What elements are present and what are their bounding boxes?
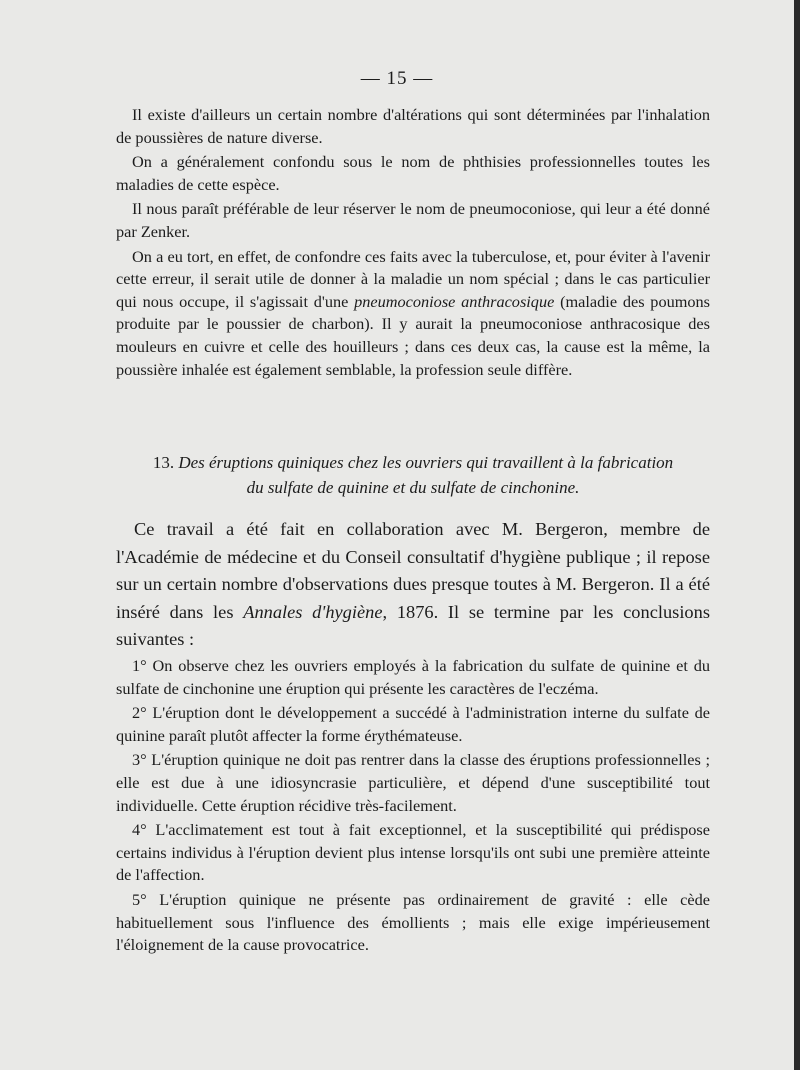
paragraph-phthisies: On a généralement confondu sous le nom de phthisies professionnelles toutes les maladies de cette espèce.	[116, 152, 710, 194]
paragraph-collaboration: Ce travail a été fait en collaboration avec M. Bergeron, membre de l'Académie de médecine et du Conseil consultatif d'hygiène publique ; il repose sur un certain nombre d'observations dues presque toutes à M. Bergeron. Il a été inséré dans les Annales d'hygiène, 1876. Il se termine par les conclusions suivantes :	[116, 519, 710, 649]
journal-title: Annales d'hygiène	[243, 601, 383, 622]
conclusions-list	[116, 655, 710, 959]
conclusion-item: 3° L'éruption quinique ne doit pas rentrer dans la classe des éruptions professionnelles ; elle est due à une idiosyncrasie particulière, et dépend d'une susceptibilité tout individuelle. Cette éruption récidive très-facilement.	[116, 750, 710, 815]
conclusion-item: 4° L'acclimatement est tout à fait exceptionnel, et la susceptibilité qui prédispose certains individus à l'éruption devient plus intense lorsqu'ils ont subi une première atteinte de l'affection.	[116, 820, 710, 885]
section-title-line1: Des éruptions quiniques chez les ouvriers qui travaillent à la fabrication	[178, 453, 674, 472]
intro-block	[116, 104, 710, 383]
paragraph-pneumoconiose: Il nous paraît préférable de leur réserver le nom de pneumoconiose, qui leur a été donné par Zenker.	[116, 199, 710, 241]
term-pneumoconiose-anthracosique: pneumoconiose anthracosique	[354, 291, 555, 311]
main-block	[116, 516, 710, 654]
paragraph-tuberculose: On a eu tort, en effet, de confondre ces faits avec la tuberculose, et, pour éviter à l'avenir cette erreur, il serait utile de donner à la maladie un nom spécial ; dans le cas particulier qui nous occupe, il s'agissait d'une pneumoconiose anthracosique (maladie des poumons produite par le poussier de charbon). Il y aurait la pneumoconiose anthracosique des mouleurs en cuivre et celle des houilleurs ; dans ces deux cas, la cause est la même, la poussière inhalée est également semblable, la profession seule diffère.	[116, 246, 711, 379]
conclusion-item: 2° L'éruption dont le développement a succédé à l'administration interne du sulfate de quinine paraît plutôt affecter la forme érythémateuse.	[116, 703, 710, 745]
conclusion-item: 1° On observe chez les ouvriers employés à la fabrication du sulfate de quinine et du sulfate de cinchonine une éruption qui présente les caractères de l'eczéma.	[116, 656, 710, 698]
section-number: 13.	[152, 453, 175, 472]
section-heading	[116, 450, 710, 500]
section-title-line2: du sulfate de quinine et du sulfate de cinchonine.	[246, 478, 580, 497]
page-number: — 15 —	[360, 68, 434, 89]
conclusion-item: 5° L'éruption quinique ne présente pas ordinairement de gravité : elle cède habituellement sous l'influence des émollients ; mais elle exige impérieusement l'éloignement de la cause provocatrice.	[116, 889, 710, 955]
paragraph-alterations: Il existe d'ailleurs un certain nombre d'altérations qui sont déterminées par l'inhalation de poussières de nature diverse.	[116, 105, 710, 147]
